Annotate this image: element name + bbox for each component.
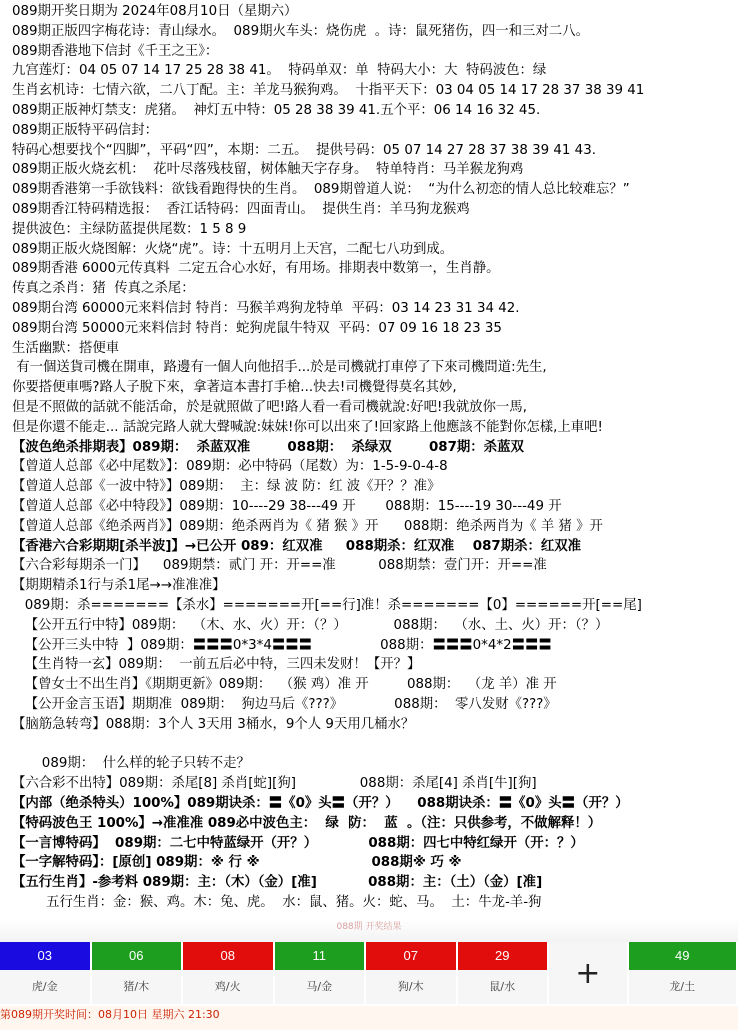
text-line: 089期正版四字梅花诗：青山绿水。 089期火车头：烧伤虎 。诗：鼠死猪伤，四一和三对二八。 (12, 23, 589, 39)
results-caption: 088期 开奖结果 (336, 922, 402, 932)
text-line: 九宫莲灯：04 05 07 14 17 25 28 38 41。 特码单双：单 特码大小：大 特码波色：绿 (12, 63, 547, 79)
draw-time-footer: 第089期开奖时间：08月10日 星期六 21:30 (0, 1006, 738, 1030)
text-line: 089期正版神灯禁支：虎猪。 神灯五中特：05 28 38 39 41.五个平：06 14 16 32 45. (12, 103, 541, 118)
text-line: 089期开奖日期为 2024年08月10日（星期六） (12, 4, 298, 19)
text-line: 【曾道人总部《必中特段》】089期：10----29 38---49 开 088期：15----19 30---49 开 (12, 499, 562, 514)
text-line: 有一個送貨司機在開車，路邊有一個人向他招手...於是司機就打車停了下來司機問道:先生, (12, 360, 547, 376)
ball-number: 06 (92, 942, 182, 970)
text-line: 【曾女士不出生肖】《期期更新》089期： （猴 鸡）准 开 088期： （龙 羊）准 开 (12, 677, 557, 693)
text-line: 【曾道人总部《绝杀两肖》】089期：绝杀两肖为《 猪 猴 》开 088期：绝杀两肖为《 羊 猪 》开 (12, 518, 603, 534)
text-line: 【一字解特码】：[原创] 089期：※ 行 ※ 088期※ 巧 ※ (12, 855, 462, 871)
result-ball-4 (275, 942, 365, 1004)
text-line: 【特码波色王 100%】→准准准 089必中波色主： 绿 防： 蓝 。（注：只供参考，不做解释！） (12, 815, 602, 831)
ball-zodiac: 鸡/火 (214, 980, 241, 993)
text-line: 【公开五行中特】089期： （木、水、火）开：（？） 088期： （水、土、火）开：（？） (12, 617, 609, 633)
text-line: 【五行生肖】-参考料 089期：主：（木）（金）[准] 088期：主：（土）（金）[准] (12, 875, 543, 891)
text-line: 089期： 什么样的轮子只转不走？ (12, 756, 250, 772)
ball-number: 49 (629, 942, 736, 970)
ball-number: 29 (458, 942, 548, 970)
text-line: 【期期精杀1行与杀1尾→→准准准】 (12, 578, 226, 594)
ball-number: 08 (183, 942, 273, 970)
text-line: 传真之杀肖：猪 传真之杀尾： (12, 281, 195, 297)
text-line: 【曾道人总部《必中尾数》】：089期：必中特码（尾数）为：1-5-9-0-4-8 (12, 459, 448, 475)
ball-zodiac: 虎/金 (31, 980, 58, 993)
result-special-ball (629, 942, 736, 1004)
text-line: 【内部（绝杀特头）100%】089期诀杀：〓《0》头〓（开？） 088期诀杀：〓《0》头〓（开？） (12, 796, 629, 811)
text-line: 生肖玄机诗：七情六欲，二八丁配。主：羊龙马猴狗鸡。 十指平天下：03 04 05 14 17 28 37 38 39 41 (12, 83, 645, 99)
text-line: 089期正版特平码信封： (12, 122, 159, 138)
result-ball-5 (366, 942, 456, 1004)
text-line: 【曾道人总部《一波中特》】089期： 主：绿 波 防：红 波《开？？准》 (12, 479, 441, 495)
text-line: 089期香港 6000元传真料 二定五合心水好，有用场。排期表中数第一，生肖静。 (12, 261, 500, 277)
text-line: 【香港六合彩期期[杀半波]】→已公开 089：红双准 088期杀：红双准 087期杀：红双准 (12, 538, 582, 554)
text-line: 089期正版火烧图解：火烧“虎”。诗：十五明月上天宫，二配七八功到成。 (12, 241, 454, 257)
text-line: 特码心想要找个“四脚”，平码“四”，本期：二五。 提供号码：05 07 14 27 28 37 38 39 41 43. (12, 142, 596, 158)
plus-icon: + (549, 942, 627, 1004)
ball-zodiac: 龙/土 (669, 980, 696, 993)
lottery-result-strip (0, 942, 738, 1004)
ball-number: 03 (0, 942, 90, 970)
ball-zodiac: 鼠/水 (489, 980, 516, 993)
ball-number: 11 (275, 942, 365, 970)
text-line: 生活幽默：搭便車 (12, 340, 120, 356)
text-line: 【生肖特一玄】089期： 一前五后必中特，三四未发财！【开？】 (12, 657, 421, 673)
result-ball-3 (183, 942, 273, 1004)
text-line: 【脑筋急转弯】088期：3个人 3天用 3桶水，9个人 9天用几桶水？ (12, 716, 415, 732)
text-line: 你要搭便車嗎?路人子脫下來，拿著這本書打手槍...快去!司機覺得莫名其妙, (12, 380, 457, 396)
text-line: 提供波色：主绿防蓝提供尾数：1 5 8 9 (12, 221, 247, 237)
ball-number: 07 (366, 942, 456, 970)
result-ball-6 (458, 942, 548, 1004)
text-line: 【公开金言玉语】期期准 089期： 狗边马后《???》 088期： 零八发财《???》 (12, 697, 557, 712)
text-line: 【一言博特码】 089期：二七中特蓝绿开（开？） 088期：四七中特红绿开（开：？） (12, 835, 584, 851)
text-line: 【六合彩不出特】089期：杀尾[8] 杀肖[蛇][狗] 088期：杀尾[4] 杀肖[牛][狗] (12, 776, 537, 792)
text-line: 但是你還不能走... 話說完路人就大聲喊說:妹妹!你可以出來了!回家路上他應該不能對你怎樣,上車吧! (12, 419, 603, 435)
text-line: 089期正版火烧玄机： 花叶尽落残枝留，树体触天字存身。 特单特肖：马羊猴龙狗鸡 (12, 162, 524, 178)
text-line: 【波色绝杀排期表】089期： 杀蓝双准 088期： 杀绿双 087期：杀蓝双 (12, 439, 524, 455)
text-line: 089期台湾 60000元来料信封 特肖：马猴羊鸡狗龙特单 平码：03 14 23 31 34 42. (12, 301, 520, 316)
text-line: 089期香港第一手欲钱料：欲钱看跑得快的生肖。 089期曾道人说： “为什么初恋的情人总比较难忘？” (12, 182, 630, 198)
ball-zodiac: 狗/木 (397, 980, 424, 993)
result-ball-2 (92, 942, 182, 1004)
text-line: 但是不照做的話就不能活命，於是就照做了吧!路人看一看司機就說:好吧!我就放你一馬, (12, 400, 527, 415)
text-line: 【公开三头中特 】089期：〓〓〓0*3*4〓〓〓 088期：〓〓〓0*4*2〓〓〓 (12, 637, 552, 653)
text-line: 【六合彩每期杀一门】 089期禁：贰门 开：开==准 088期禁：壹门开：开==准 (12, 558, 547, 574)
ball-zodiac: 马/金 (306, 980, 333, 993)
text-line: 089期：杀=======【杀水】=======开[==行]准！杀=======【0】======开[==尾] (12, 598, 642, 613)
result-ball-1 (0, 942, 90, 1004)
ball-zodiac: 猪/木 (123, 980, 150, 993)
text-line: 五行生肖：金：猴、鸡。木：兔、虎。 水：鼠、猪。火：蛇、马。 土：牛龙-羊-狗 (12, 895, 542, 910)
text-line: 089期台湾 50000元来料信封 特肖：蛇狗虎鼠牛特双 平码：07 09 16 18 23 35 (12, 320, 502, 336)
text-line: 089期香江特码精选报： 香江话特码：四面青山。 提供生肖：羊马狗龙猴鸡 (12, 202, 470, 217)
text-line: 089期香港地下信封《千王之王》： (12, 43, 219, 59)
